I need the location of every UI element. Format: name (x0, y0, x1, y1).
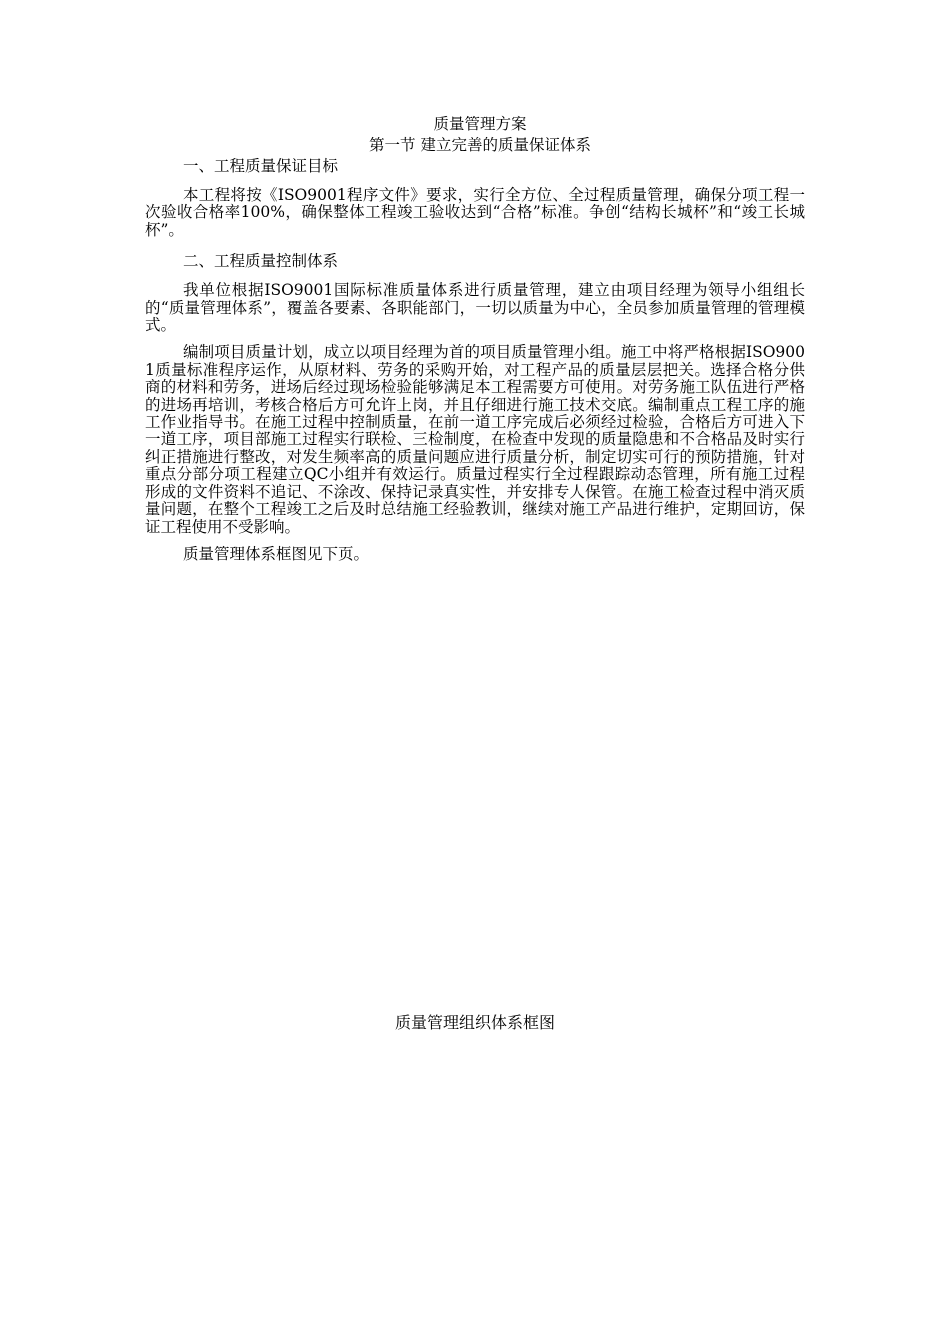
paragraph-see-next-page: 质量管理体系框图见下页。 (183, 544, 370, 563)
heading-quality-control: 二、工程质量控制体系 (183, 252, 339, 271)
paragraph-quality-system: 我单位根据ISO9001国际标准质量体系进行质量管理，建立由项目经理为领导小组组长的“质量管理体系”，覆盖各要素、各职能部门，一切以质量为中心，全员参加质量管理的管理模式。 (145, 281, 805, 335)
figure-caption: 质量管理组织体系框图 (394, 1013, 555, 1032)
section-title: 第一节 建立完善的质量保证体系 (369, 136, 591, 154)
document-body (145, 114, 805, 563)
paragraph-quality-plan: 编制项目质量计划，成立以项目经理为首的项目质量管理小组。施工中将严格根据ISO9001质量标准程序运作，从原材料、劳务的采购开始，对工程产品的质量层层把关。选择合格分供商的材料和劳务，进场后经过现场检验能够满足本工程需要方可使用。对劳务施工队伍进行严格的进场再培训，考核合格后方可允许上岗，并且仔细进行施工技术交底。编制重点工程工序的施工作业指导书。在施工过程中控制质量，在前一道工序完成后必须经过检验，合格后方可进入下一道工序，项目部施工过程实行联检、三检制度，在检查中发现的质量隐患和不合格品及时实行纠正措施进行整改，对发生频率高的质量问题应进行质量分析，制定切实可行的预防措施，针对重点分部分项工程建立QC小组并有效运行。质量过程实行全过程跟踪动态管理，所有施工过程形成的文件资料不追记、不涂改、保持记录真实性，并安排专人保管。在施工检查过程中消灭质量问题，在整个工程竣工之后及时总结施工经验教训，继续对施工产品进行维护，定期回访，保证工程使用不受影响。 (145, 343, 805, 536)
heading-quality-goal: 一、工程质量保证目标 (183, 157, 339, 175)
paragraph-quality-goal: 本工程将按《ISO9001程序文件》要求，实行全方位、全过程质量管理，确保分项工程一次验收合格率100%，确保整体工程竣工验收达到“合格”标准。争创“结构长城杯”和“竣工长城杯”。 (145, 186, 805, 239)
document-title: 质量管理方案 (433, 115, 527, 133)
spacer (145, 239, 805, 251)
